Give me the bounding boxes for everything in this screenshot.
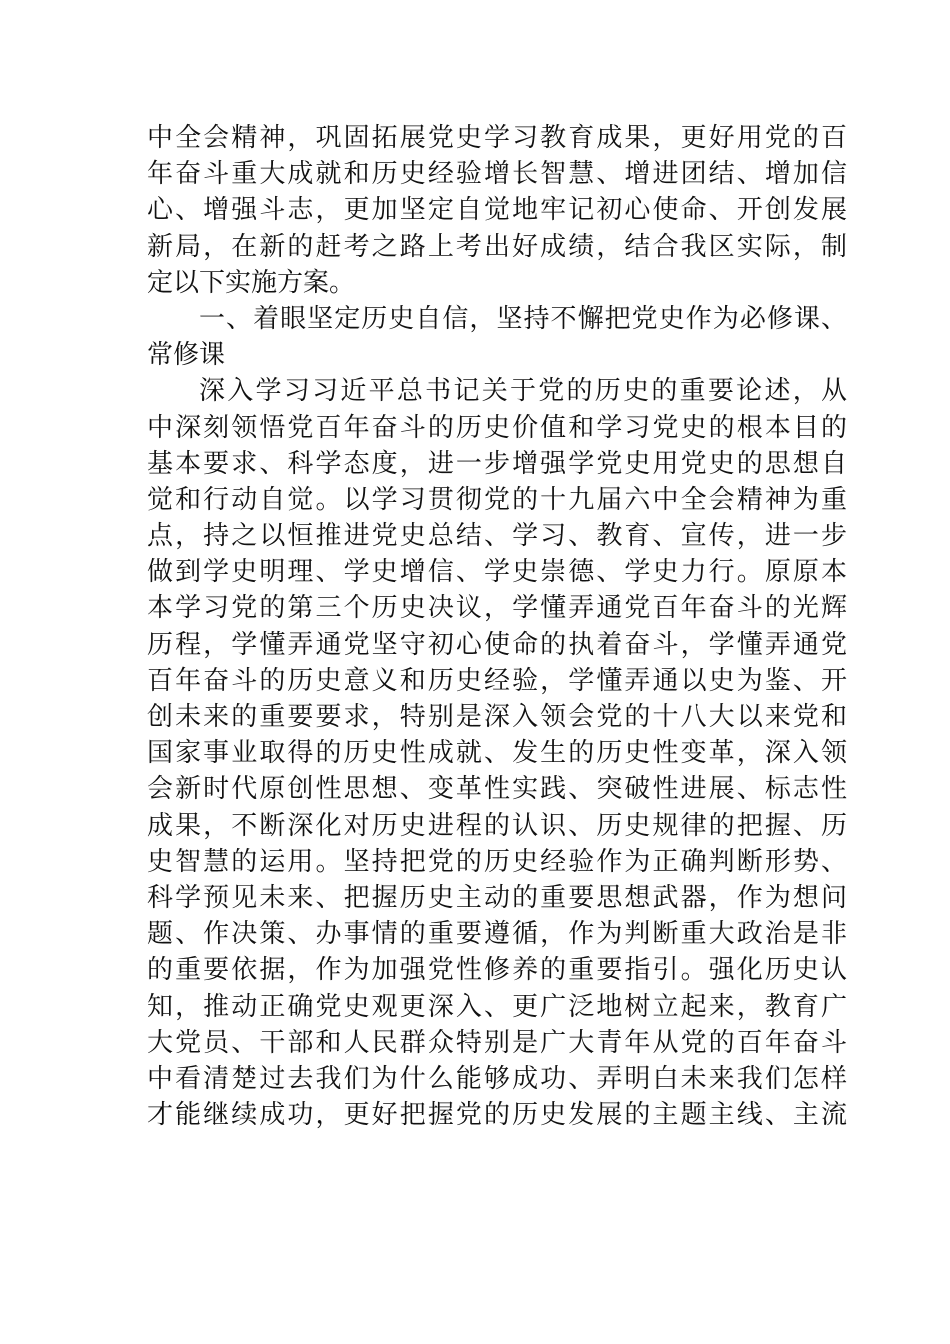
text-line: 常修课 (147, 340, 226, 371)
text-line: 基本要求、科学态度，进一步增强学党史用党史的思想自 (147, 448, 847, 479)
text-line: 的重要依据，作为加强党性修养的重要指引。强化历史认 (147, 955, 847, 986)
text-line: 国家事业取得的历史性成就、发生的历史性变革，深入领 (147, 738, 847, 769)
text-line: 做到学史明理、学史增信、学史崇德、学史力行。原原本 (147, 557, 847, 588)
text-line: 点，持之以恒推进党史总结、学习、教育、宣传，进一步 (147, 521, 847, 552)
body-text (147, 120, 847, 1133)
text-line: 史智慧的运用。坚持把党的历史经验作为正确判断形势、 (147, 846, 847, 877)
text-line: 大党员、干部和人民群众特别是广大青年从党的百年奋斗 (147, 1027, 847, 1058)
text-line: 中看清楚过去我们为什么能够成功、弄明白未来我们怎样 (147, 1063, 847, 1094)
text-line: 心、增强斗志，更加坚定自觉地牢记初心使命、开创发展 (147, 195, 847, 226)
text-line: 题、作决策、办事情的重要遵循，作为判断重大政治是非 (147, 919, 847, 950)
text-line: 新局，在新的赶考之路上考出好成绩，结合我区实际，制 (147, 231, 847, 262)
text-line: 知，推动正确党史观更深入、更广泛地树立起来，教育广 (147, 991, 847, 1022)
text-line: 会新时代原创性思想、变革性实践、突破性进展、标志性 (147, 774, 847, 805)
text-line: 定以下实施方案。 (147, 267, 356, 298)
text-line: 一、着眼坚定历史自信，坚持不懈把党史作为必修课、 (199, 303, 847, 334)
text-line: 科学预见未来、把握历史主动的重要思想武器，作为想问 (147, 882, 847, 913)
text-line: 成果，不断深化对历史进程的认识、历史规律的把握、历 (147, 810, 847, 841)
text-line: 觉和行动自觉。以学习贯彻党的十九届六中全会精神为重 (147, 484, 847, 515)
text-line: 深入学习习近平总书记关于党的历史的重要论述，从 (199, 376, 847, 407)
text-line: 才能继续成功，更好把握党的历史发展的主题主线、主流 (147, 1100, 847, 1131)
text-line: 本学习党的第三个历史决议，学懂弄通党百年奋斗的光辉 (147, 593, 847, 624)
text-line: 创未来的重要要求，特别是深入领会党的十八大以来党和 (147, 702, 847, 732)
text-line: 百年奋斗的历史意义和历史经验，学懂弄通以史为鉴、开 (147, 665, 847, 696)
text-line: 年奋斗重大成就和历史经验增长智慧、增进团结、增加信 (147, 159, 847, 190)
text-line: 中全会精神，巩固拓展党史学习教育成果，更好用党的百 (147, 123, 847, 153)
text-line: 历程，学懂弄通党坚守初心使命的执着奋斗，学懂弄通党 (147, 629, 847, 660)
text-line: 中深刻领悟党百年奋斗的历史价值和学习党史的根本目的 (147, 412, 847, 443)
